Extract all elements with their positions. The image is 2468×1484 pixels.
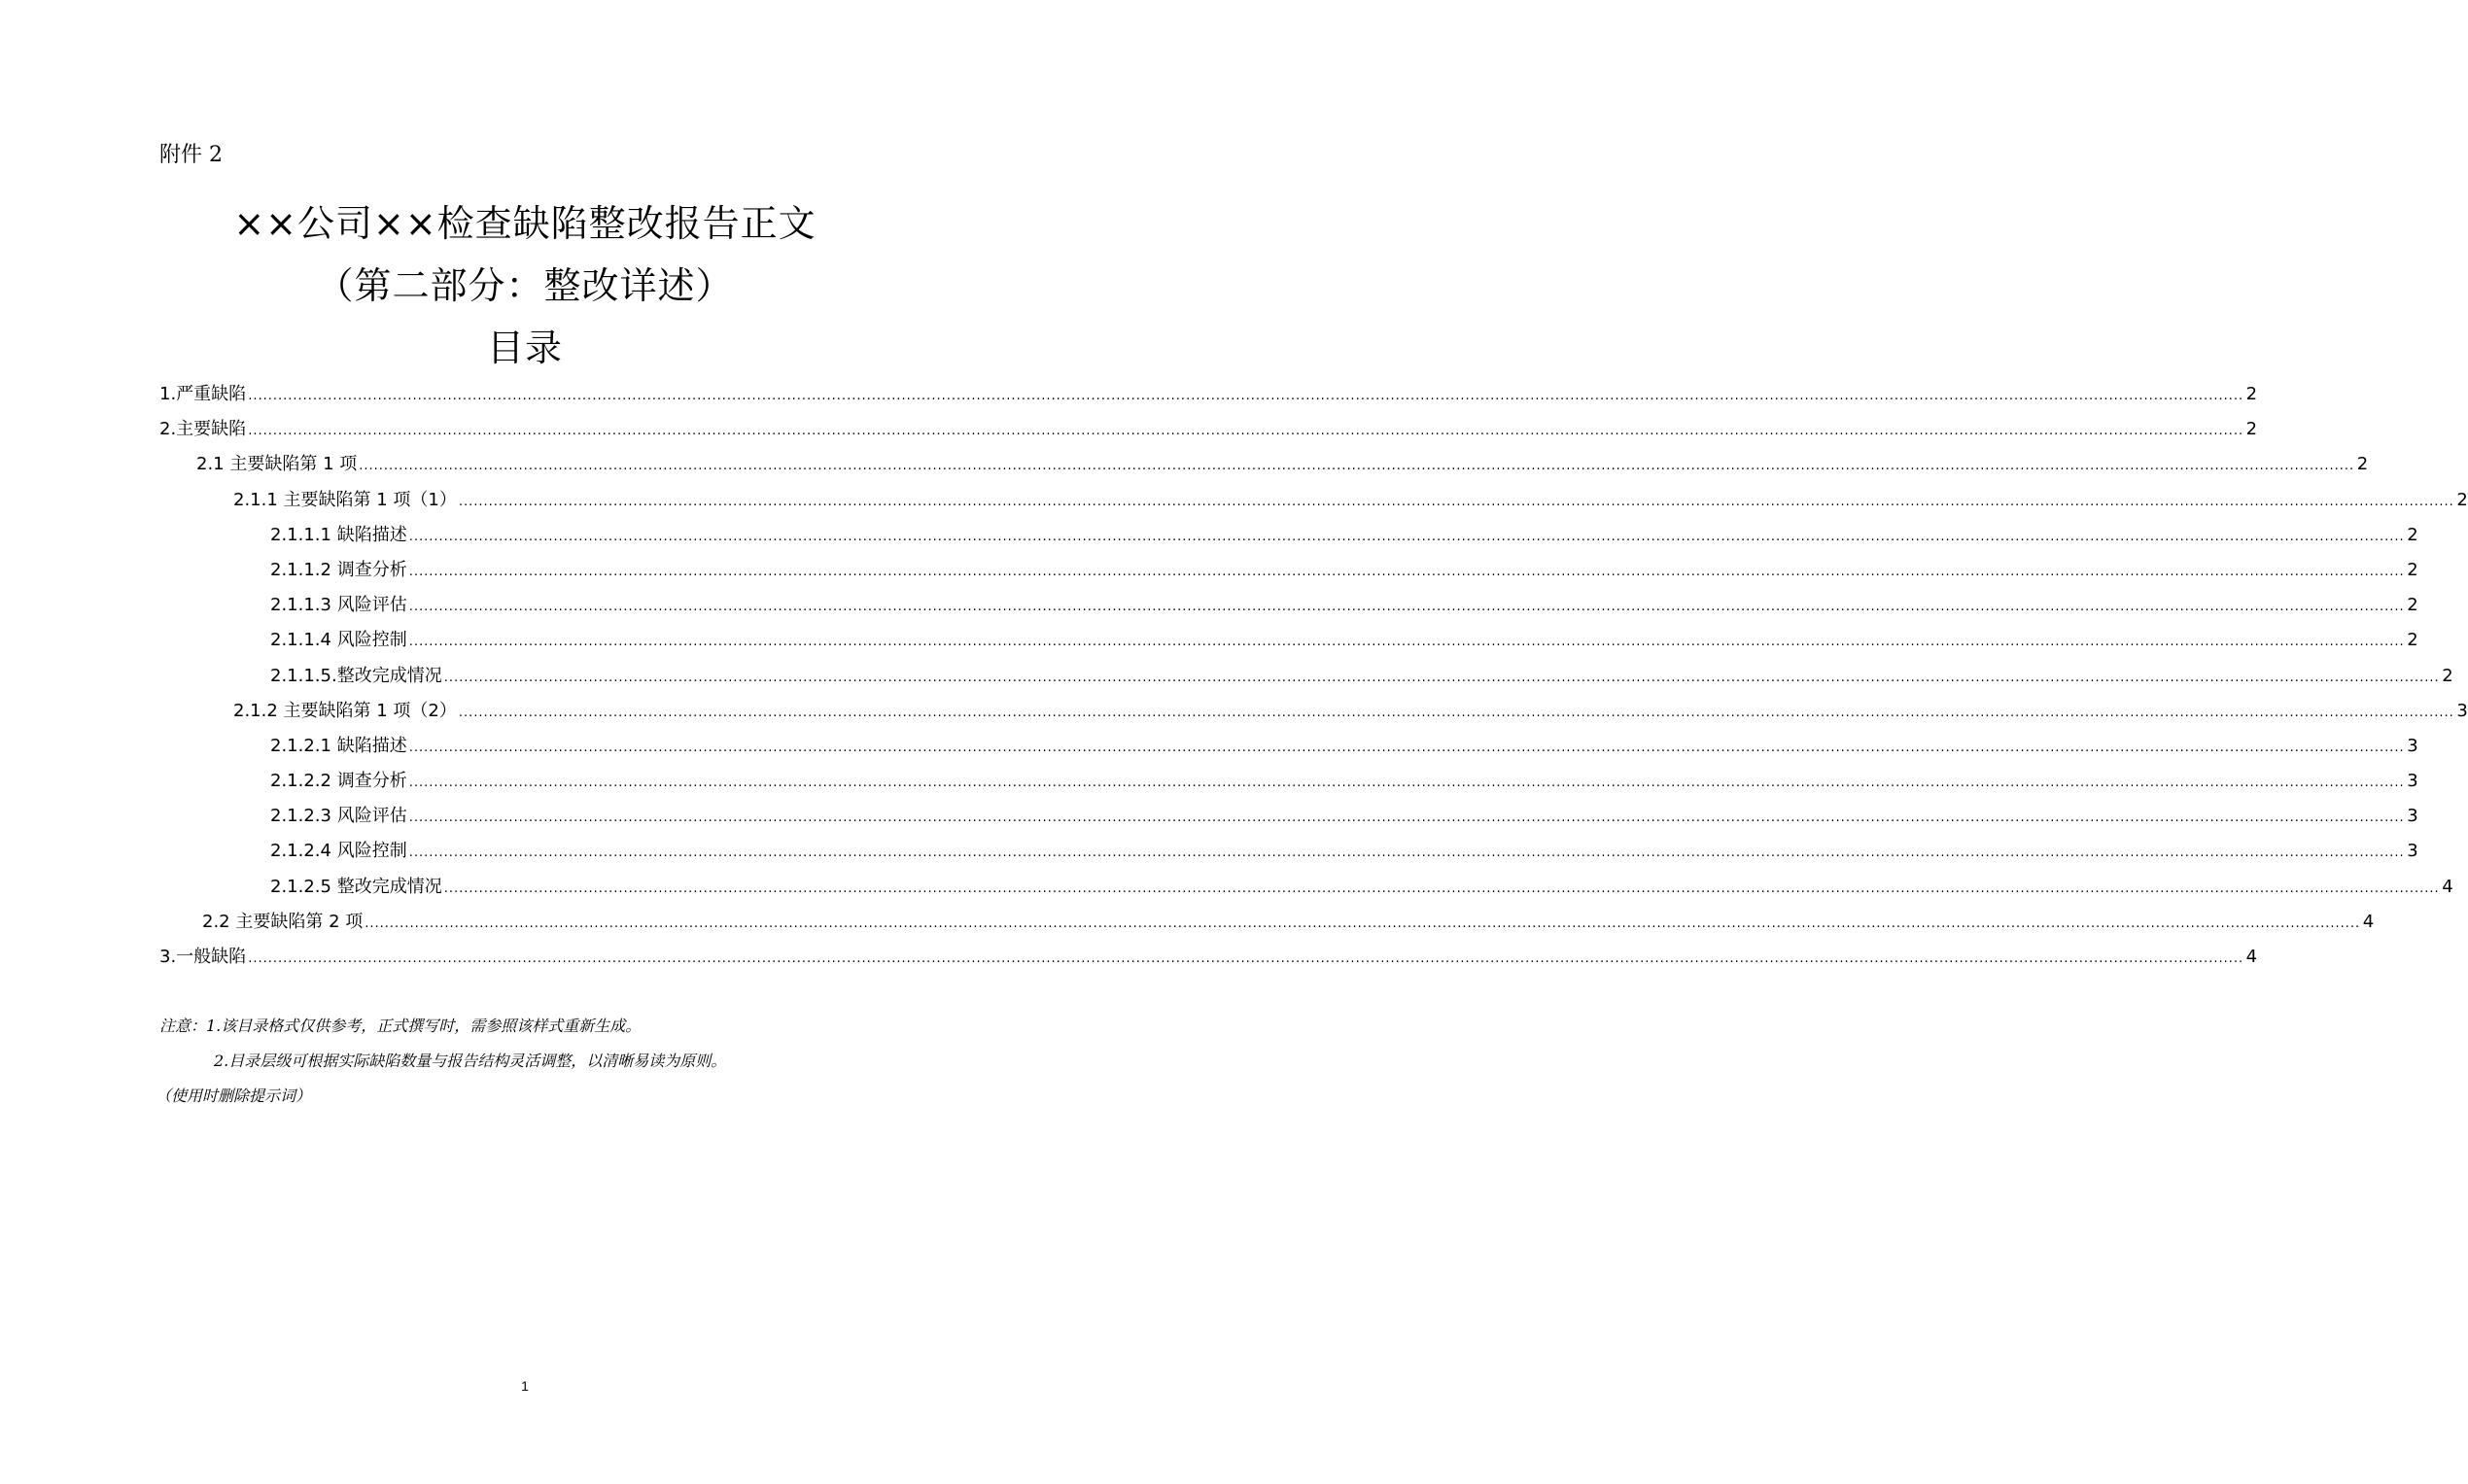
toc-dot-leader: ................................................................................................................................................................................................................................................................................................................................................................................................................ — [408, 635, 2405, 650]
toc-entry[interactable] — [159, 377, 2258, 412]
toc-entry-page: 3 — [2456, 700, 2468, 721]
toc-entry-page: 2 — [2245, 419, 2258, 440]
page-number: 1 — [521, 1378, 529, 1394]
toc-entry-label: 2.1.1.4 风险控制 — [270, 630, 407, 651]
toc-entry[interactable] — [159, 483, 2468, 518]
toc-entry-label: 1.严重缺陷 — [159, 384, 247, 404]
toc-dot-leader: ................................................................................................................................................................................................................................................................................................................................................................................................................ — [248, 389, 2244, 403]
note-line-3: （使用时删除提示词） — [156, 1087, 312, 1105]
toc-entry-page: 2 — [2407, 630, 2418, 651]
toc-dot-leader: ................................................................................................................................................................................................................................................................................................................................................................................................................ — [408, 529, 2405, 544]
toc-entry-page: 2 — [2442, 665, 2453, 686]
toc-entry[interactable] — [159, 659, 2453, 694]
toc-entry[interactable] — [159, 870, 2453, 905]
toc-entry[interactable] — [159, 412, 2258, 447]
toc-entry-label: 2.1.2.4 风险控制 — [270, 841, 407, 862]
toc-entry-label: 2.1.2.5 整改完成情况 — [270, 876, 442, 897]
toc-dot-leader: ................................................................................................................................................................................................................................................................................................................................................................................................................ — [408, 776, 2405, 791]
toc-entry-page: 2 — [2245, 384, 2258, 404]
toc-entry[interactable] — [159, 518, 2418, 553]
toc-entry[interactable] — [159, 834, 2418, 869]
toc-entry-label: 2.2 主要缺陷第 2 项 — [202, 911, 364, 932]
toc-dot-leader: ................................................................................................................................................................................................................................................................................................................................................................................................................ — [408, 564, 2405, 579]
toc-entry-label: 2.1.2.3 风险评估 — [270, 806, 407, 827]
toc-dot-leader: ................................................................................................................................................................................................................................................................................................................................................................................................................ — [443, 880, 2440, 896]
toc-entry-label: 2.1.1 主要缺陷第 1 项（1） — [233, 489, 457, 510]
toc-entry-page: 2 — [2456, 489, 2468, 510]
toc-entry-label: 3.一般缺陷 — [159, 947, 247, 967]
toc-entry-label: 2.1.1.1 缺陷描述 — [270, 524, 407, 545]
toc-dot-leader: ................................................................................................................................................................................................................................................................................................................................................................................................................ — [443, 670, 2440, 685]
toc-entry-page: 2 — [2407, 524, 2418, 545]
toc-entry-label: 2.主要缺陷 — [159, 419, 247, 440]
toc-entry-page: 3 — [2407, 841, 2418, 862]
toc-dot-leader: ................................................................................................................................................................................................................................................................................................................................................................................................................ — [359, 459, 2355, 474]
toc-entry[interactable] — [159, 729, 2418, 764]
toc-entry-page: 3 — [2407, 806, 2418, 827]
toc-dot-leader: ................................................................................................................................................................................................................................................................................................................................................................................................................ — [365, 915, 2361, 931]
toc-dot-leader: ................................................................................................................................................................................................................................................................................................................................................................................................................ — [458, 705, 2454, 720]
toc-entry[interactable] — [159, 764, 2418, 799]
toc-entry-label: 2.1.1.3 风险评估 — [270, 595, 407, 616]
toc-entry-label: 2.1.2.1 缺陷描述 — [270, 735, 407, 756]
toc-entry[interactable] — [159, 905, 2375, 940]
toc-entry-page: 2 — [2356, 454, 2369, 475]
toc-entry-label: 2.1.1.5.整改完成情况 — [270, 665, 442, 686]
note-line-2: 2.目录层级可根据实际缺陷数量与报告结构灵活调整，以清晰易读为原则。 — [214, 1052, 727, 1070]
toc-entry[interactable] — [159, 799, 2418, 834]
toc-entry-page: 2 — [2407, 595, 2418, 616]
toc-dot-leader: ................................................................................................................................................................................................................................................................................................................................................................................................................ — [248, 424, 2244, 439]
toc-entry-page: 4 — [2245, 947, 2258, 967]
toc-entry[interactable] — [159, 588, 2418, 623]
document-title: ××公司××检查缺陷整改报告正文 — [233, 202, 817, 245]
toc-heading: 目录 — [486, 327, 563, 369]
toc-dot-leader: ................................................................................................................................................................................................................................................................................................................................................................................................................ — [408, 740, 2405, 755]
toc-entry[interactable] — [159, 694, 2468, 729]
toc-entry[interactable] — [159, 447, 2369, 482]
toc-entry-label: 2.1.2.2 调查分析 — [270, 771, 407, 792]
toc-entry[interactable] — [159, 553, 2418, 588]
toc-dot-leader: ................................................................................................................................................................................................................................................................................................................................................................................................................ — [248, 951, 2244, 966]
toc-dot-leader: ................................................................................................................................................................................................................................................................................................................................................................................................................ — [408, 811, 2405, 826]
toc-dot-leader: ................................................................................................................................................................................................................................................................................................................................................................................................................ — [408, 600, 2405, 615]
toc-entry[interactable] — [159, 623, 2418, 658]
toc-entry-page: 3 — [2407, 735, 2418, 756]
table-of-contents — [159, 377, 2468, 975]
toc-entry-page: 4 — [2362, 911, 2375, 932]
document-subtitle: （第二部分：整改详述） — [316, 264, 734, 307]
note-line-1: 注意：1.该目录格式仅供参考，正式撰写时，需参照该样式重新生成。 — [159, 1017, 642, 1035]
toc-entry-page: 4 — [2442, 876, 2453, 897]
toc-dot-leader: ................................................................................................................................................................................................................................................................................................................................................................................................................ — [408, 846, 2405, 861]
toc-entry-label: 2.1 主要缺陷第 1 项 — [196, 454, 358, 475]
toc-entry-label: 2.1.1.2 调查分析 — [270, 559, 407, 580]
toc-entry-label: 2.1.2 主要缺陷第 1 项（2） — [233, 700, 457, 721]
toc-dot-leader: ................................................................................................................................................................................................................................................................................................................................................................................................................ — [458, 494, 2454, 509]
toc-entry[interactable] — [159, 940, 2258, 975]
toc-entry-page: 3 — [2407, 771, 2418, 792]
toc-entry-page: 2 — [2407, 559, 2418, 580]
attachment-label: 附件 2 — [159, 143, 223, 167]
